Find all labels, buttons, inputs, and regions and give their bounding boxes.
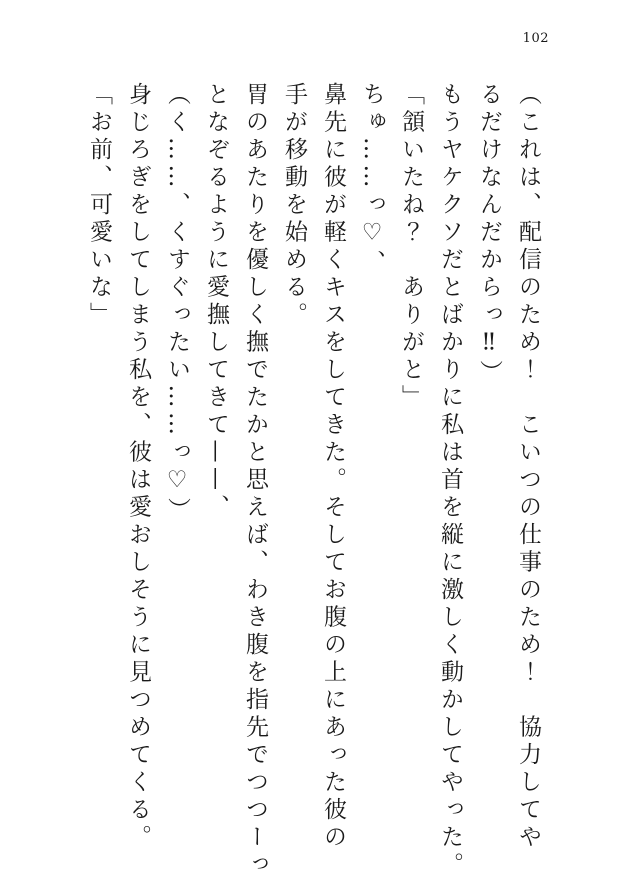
- page-number: 102: [522, 31, 549, 46]
- vertical-text-block: [77, 82, 547, 880]
- text-line: もうヤケクソだとばかりに私は首を縦に激しく動かしてやった。: [437, 82, 463, 880]
- text-line: ちゅ……っ♡、: [359, 82, 385, 278]
- text-line: 胃のあたりを優しく撫でたかと思えば、わき腹を指先でつつーっ: [242, 82, 268, 880]
- text-line: るだけなんだからっ‼）: [476, 82, 502, 388]
- text-line: （く……、くすぐったい……っ♡）: [164, 82, 190, 525]
- text-line: 鼻先に彼が軽くキスをしてきた。そしてお腹の上にあった彼の: [320, 82, 346, 852]
- text-line: 身じろぎをしてしまう私を、彼は愛おしそうに見つめてくる。: [125, 82, 151, 852]
- text-line: 「お前、可愛いな」: [86, 82, 112, 330]
- text-line: となぞるように愛撫してきて——、: [203, 82, 229, 522]
- text-line: 「頷いたね？ ありがと」: [398, 82, 424, 412]
- text-line: （これは、配信のため！ こいつの仕事のため！ 協力してや: [515, 82, 541, 852]
- text-line: 手が移動を始める。: [281, 82, 307, 330]
